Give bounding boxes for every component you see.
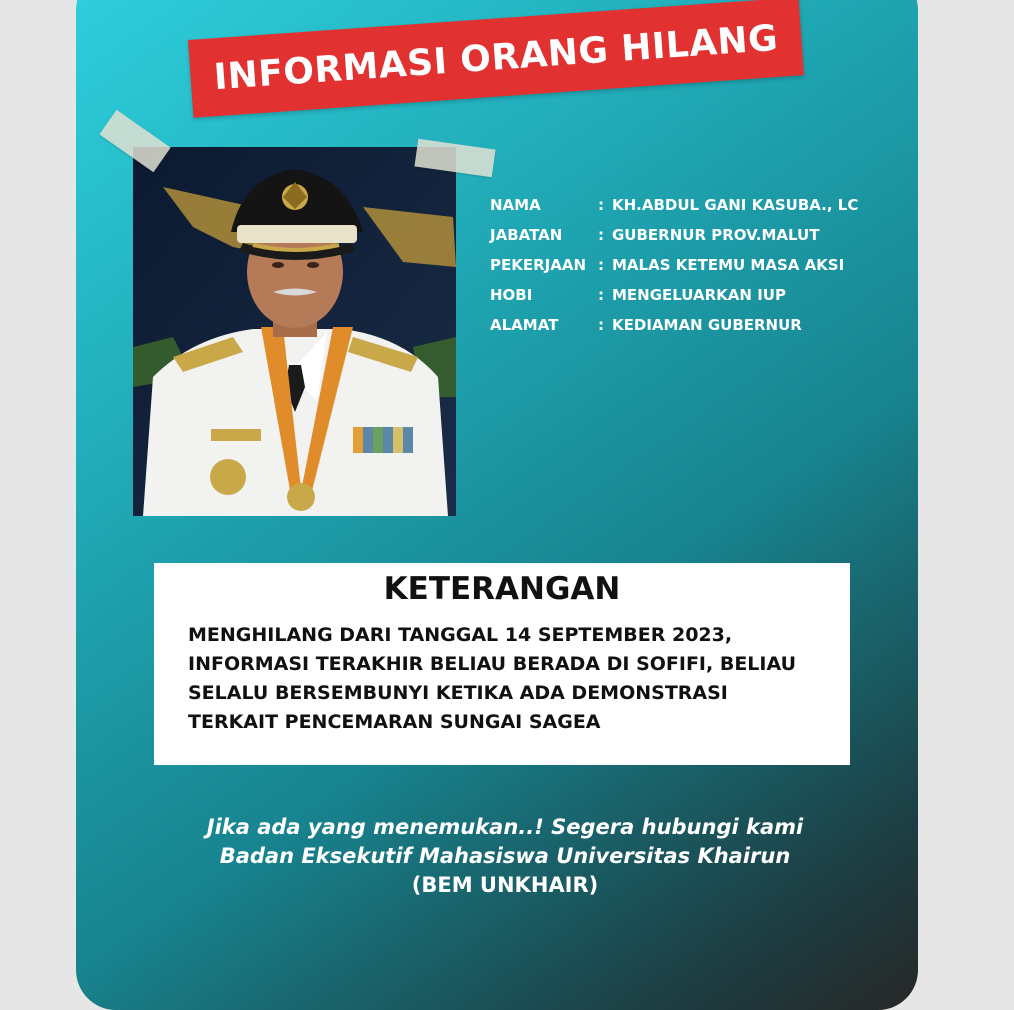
keterangan-text <box>188 621 796 737</box>
info-separator: : <box>598 286 604 304</box>
footer-line-1: Jika ada yang menemukan..! Segera hubungi kami <box>206 815 804 839</box>
info-label: PEKERJAAN <box>490 256 587 274</box>
info-label: NAMA <box>490 196 541 214</box>
keterangan-line: MENGHILANG DARI TANGGAL 14 SEPTEMBER 2023, <box>188 624 733 646</box>
keterangan-box <box>154 563 850 765</box>
info-value: MALAS KETEMU MASA AKSI <box>612 256 845 274</box>
footer-line-2: Badan Eksekutif Mahasiswa Universitas Khairun <box>219 844 791 868</box>
info-label: ALAMAT <box>490 316 559 334</box>
info-label: JABATAN <box>490 226 563 244</box>
info-value: GUBERNUR PROV.MALUT <box>612 226 820 244</box>
info-row-jabatan <box>490 220 858 250</box>
info-list <box>490 190 858 340</box>
contact-footer <box>110 813 900 900</box>
poster-title: INFORMASI ORANG HILANG <box>212 17 780 98</box>
portrait-illustration <box>133 147 456 516</box>
info-row-hobi <box>490 280 858 310</box>
info-row-pekerjaan <box>490 250 858 280</box>
info-separator: : <box>598 196 604 214</box>
info-separator: : <box>598 226 604 244</box>
info-separator: : <box>598 256 604 274</box>
info-value: MENGELUARKAN IUP <box>612 286 786 304</box>
info-row-alamat <box>490 310 858 340</box>
info-separator: : <box>598 316 604 334</box>
info-row-nama <box>490 190 858 220</box>
keterangan-line: INFORMASI TERAKHIR BELIAU BERADA DI SOFIFI, BELIAU <box>188 653 797 675</box>
footer-line-3: (BEM UNKHAIR) <box>411 873 599 897</box>
keterangan-line: SELALU BERSEMBUNYI KETIKA ADA DEMONSTRASI <box>188 682 728 704</box>
keterangan-line: TERKAIT PENCEMARAN SUNGAI SAGEA <box>188 711 601 733</box>
info-value: KEDIAMAN GUBERNUR <box>612 316 802 334</box>
portrait-photo <box>133 147 456 516</box>
info-value: KH.ABDUL GANI KASUBA., LC <box>612 196 859 214</box>
keterangan-title: KETERANGAN <box>383 571 621 607</box>
info-label: HOBI <box>490 286 533 304</box>
